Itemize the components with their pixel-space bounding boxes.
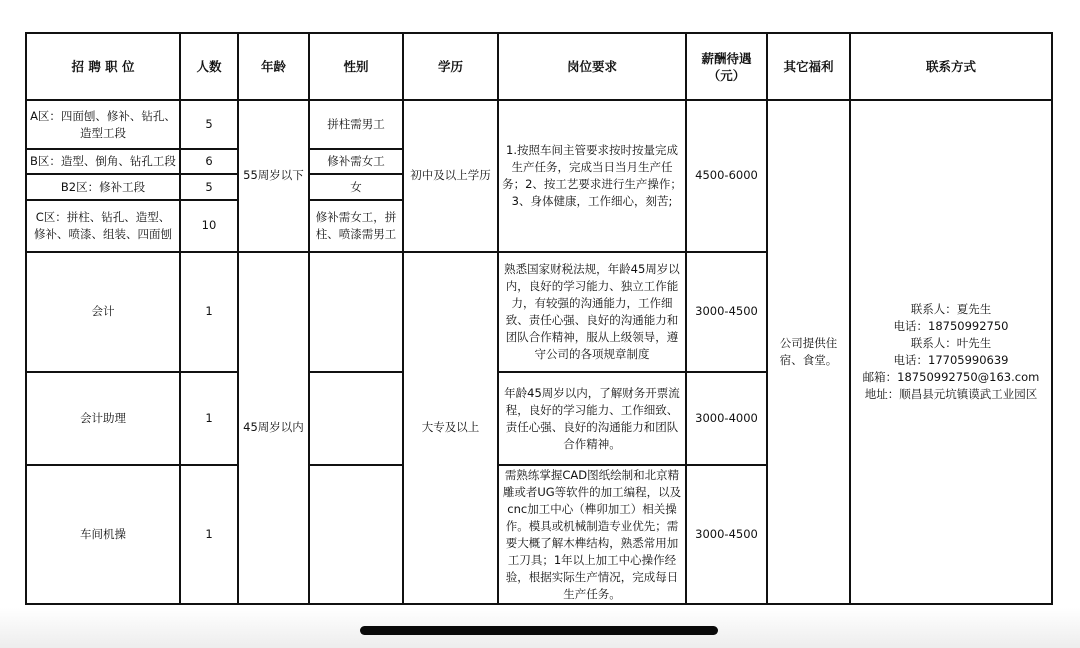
gender-cell: 拼柱需男工 [309, 100, 403, 149]
education-cell: 大专及以上 [403, 252, 498, 604]
gender-cell [309, 252, 403, 372]
home-indicator[interactable] [360, 626, 718, 635]
salary-cell: 4500-6000 [686, 100, 767, 252]
header-requirements: 岗位要求 [498, 33, 686, 100]
header-age: 年龄 [238, 33, 309, 100]
position-cell: C区：拼柱、钻孔、造型、修补、喷漆、组装、四面刨 [26, 200, 180, 252]
requirements-cell: 熟悉国家财税法规，年龄45周岁以内，良好的学习能力、独立工作能力，有较强的沟通能力，工作细致、责任心强、良好的沟通能力和团队合作精神，服从上级领导，遵守公司的各项规章制度 [498, 252, 686, 372]
contact-email: 邮箱：18750992750@163.com [862, 370, 1040, 385]
requirements-cell: 年龄45周岁以内，了解财务开票流程，良好的学习能力、工作细致、责任心强、良好的沟通能力和团队合作精神。 [498, 372, 686, 465]
count-cell: 10 [180, 200, 238, 252]
header-row [26, 33, 1052, 100]
gender-cell: 女 [309, 174, 403, 199]
count-cell: 1 [180, 372, 238, 465]
requirements-cell: 需熟练掌握CAD图纸绘制和北京精雕或者UG等软件的加工编程，以及cnc加工中心（榫卯加工）相关操作。模具或机械制造专业优先；需要大概了解木榫结构，熟悉常用加工刀具；1年以上加工中心操作经验，根据实际生产情况，完成每日生产任务。 [498, 465, 686, 604]
contact-person-1: 联系人：夏先生 [910, 302, 992, 317]
position-cell: 车间机操 [26, 465, 180, 604]
benefits-cell: 公司提供住宿、食堂。 [767, 100, 850, 604]
position-cell: 会计助理 [26, 372, 180, 465]
header-benefits: 其它福利 [767, 33, 850, 100]
contact-phone-2: 电话：17705990639 [893, 353, 1009, 368]
gender-cell [309, 465, 403, 604]
count-cell: 5 [180, 100, 238, 149]
position-cell: 会计 [26, 252, 180, 372]
count-cell: 1 [180, 252, 238, 372]
position-cell: A区：四面刨、修补、钻孔、造型工段 [26, 100, 180, 149]
count-cell: 6 [180, 149, 238, 174]
count-cell: 5 [180, 174, 238, 199]
gender-cell: 修补需女工，拼柱、喷漆需男工 [309, 200, 403, 252]
header-gender: 性别 [309, 33, 403, 100]
table-row [26, 100, 1052, 149]
header-position: 招 聘 职 位 [26, 33, 180, 100]
gender-cell: 修补需女工 [309, 149, 403, 174]
contact-cell [850, 100, 1052, 604]
header-salary: 薪酬待遇 （元） [686, 33, 767, 100]
education-cell: 初中及以上学历 [403, 100, 498, 252]
header-count: 人数 [180, 33, 238, 100]
position-cell: B2区：修补工段 [26, 174, 180, 199]
header-education: 学历 [403, 33, 498, 100]
salary-cell: 3000-4500 [686, 252, 767, 372]
contact-address: 地址：顺昌县元坑镇谟武工业园区 [864, 387, 1038, 402]
salary-cell: 3000-4500 [686, 465, 767, 604]
contact-phone-1: 电话：18750992750 [893, 319, 1009, 334]
contact-person-2: 联系人：叶先生 [910, 336, 992, 351]
age-cell: 45周岁以内 [238, 252, 309, 604]
requirements-cell: 1.按照车间主管要求按时按量完成生产任务，完成当日当月生产任务；2、按工艺要求进行生产操作；3、身体健康，工作细心，刻苦; [498, 100, 686, 252]
count-cell: 1 [180, 465, 238, 604]
age-cell: 55周岁以下 [238, 100, 309, 252]
recruitment-table [25, 32, 1053, 605]
gender-cell [309, 372, 403, 465]
position-cell: B区：造型、倒角、钻孔工段 [26, 149, 180, 174]
salary-cell: 3000-4000 [686, 372, 767, 465]
header-contact: 联系方式 [850, 33, 1052, 100]
